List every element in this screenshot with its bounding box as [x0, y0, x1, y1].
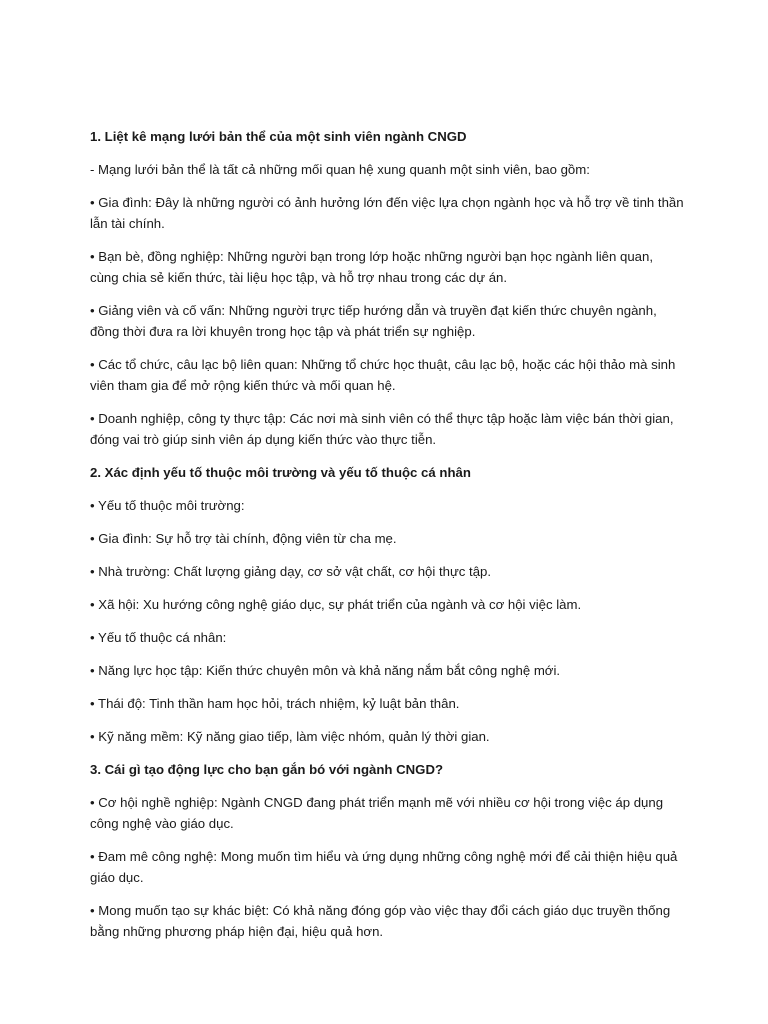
bullet-tech-passion: • Đam mê công nghệ: Mong muốn tìm hiểu và ứng dụng những công nghệ mới để cải thiện hiệu quả giáo dục. — [90, 849, 678, 885]
bullet-friends: • Bạn bè, đồng nghiệp: Những người bạn trong lớp hoặc những người bạn học ngành liên quan, cùng chia sẻ kiến thức, tài liệu học tập, và hỗ trợ nhau trong các dự án. — [90, 249, 654, 285]
bullet-make-difference: • Mong muốn tạo sự khác biệt: Có khả năng đóng góp vào việc thay đổi cách giáo dục truyền thống bằng những phương pháp hiện đại, hiệu quả hơn. — [90, 903, 671, 939]
section-heading-1: 1. Liệt kê mạng lưới bản thể của một sinh viên ngành CNGD — [90, 129, 467, 144]
bullet-lecturers: • Giảng viên và cố vấn: Những người trực tiếp hướng dẫn và truyền đạt kiến thức chuyên ngành, đồng thời đưa ra lời khuyên trong học tập và phát triển sự nghiệp. — [90, 303, 657, 339]
bullet-family: • Gia đình: Đây là những người có ảnh hưởng lớn đến việc lựa chọn ngành học và hỗ trợ về tinh thần lẫn tài chính. — [90, 195, 684, 231]
bullet-soft-skills: • Kỹ năng mềm: Kỹ năng giao tiếp, làm việc nhóm, quản lý thời gian. — [90, 729, 490, 744]
bullet-companies: • Doanh nghiệp, công ty thực tập: Các nơi mà sinh viên có thể thực tập hoặc làm việc bán thời gian, đóng vai trò giúp sinh viên áp dụng kiến thức vào thực tiễn. — [90, 411, 674, 447]
bullet-attitude: • Thái độ: Tinh thần ham học hỏi, trách nhiệm, kỷ luật bản thân. — [90, 696, 460, 711]
bullet-learning-ability: • Năng lực học tập: Kiến thức chuyên môn và khả năng nắm bắt công nghệ mới. — [90, 663, 561, 678]
bullet-env-society: • Xã hội: Xu hướng công nghệ giáo dục, sự phát triển của ngành và cơ hội việc làm. — [90, 597, 582, 612]
document-page — [90, 126, 685, 954]
bullet-environment-factors: • Yếu tố thuộc môi trường: — [90, 498, 245, 513]
section-heading-2: 2. Xác định yếu tố thuộc môi trường và yếu tố thuộc cá nhân — [90, 465, 471, 480]
bullet-env-school: • Nhà trường: Chất lượng giảng dạy, cơ sở vật chất, cơ hội thực tập. — [90, 564, 492, 579]
paragraph-intro: - Mạng lưới bản thể là tất cả những mối quan hệ xung quanh một sinh viên, bao gồm: — [90, 162, 590, 177]
section-heading-3: 3. Cái gì tạo động lực cho bạn gắn bó với ngành CNGD? — [90, 762, 444, 777]
bullet-career-opportunity: • Cơ hội nghề nghiệp: Ngành CNGD đang phát triển mạnh mẽ với nhiều cơ hội trong việc áp dụng công nghệ vào giáo dục. — [90, 795, 664, 831]
bullet-organizations: • Các tổ chức, câu lạc bộ liên quan: Những tổ chức học thuật, câu lạc bộ, hoặc các hội thảo mà sinh viên tham gia để mở rộng kiến thức và mối quan hệ. — [90, 357, 676, 393]
bullet-env-family: • Gia đình: Sự hỗ trợ tài chính, động viên từ cha mẹ. — [90, 531, 397, 546]
bullet-personal-factors: • Yếu tố thuộc cá nhân: — [90, 630, 227, 645]
